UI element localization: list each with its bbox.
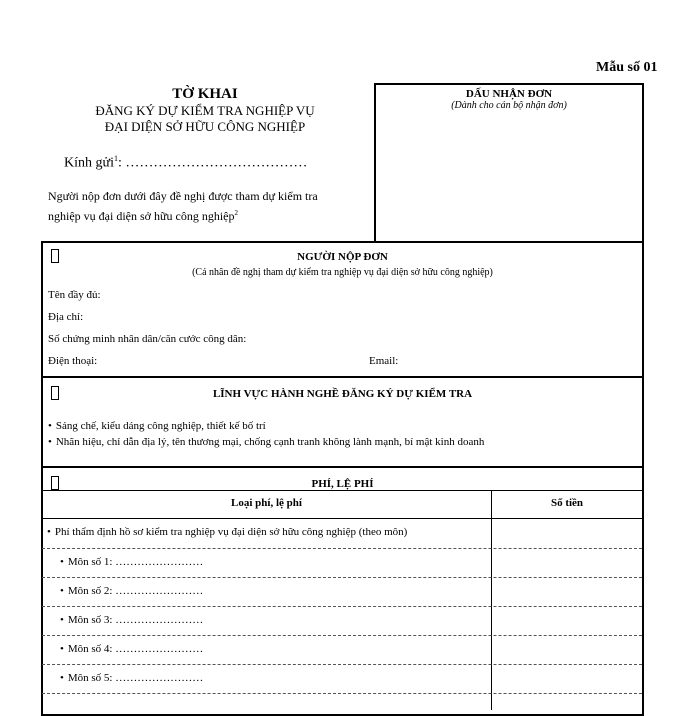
subtitle-line-1: ĐĂNG KÝ DỰ KIỂM TRA NGHIỆP VỤ xyxy=(95,103,315,118)
fee-subject-3[interactable]: • Môn số 3: …………………… xyxy=(60,614,203,626)
practice-option-patent[interactable]: • Sáng chế, kiểu dáng công nghiệp, thiết kế bố trí xyxy=(48,420,266,432)
full-name-label: Tên đầy đủ: xyxy=(48,289,101,301)
fee-subject-4[interactable]: • Môn số 4: …………………… xyxy=(60,643,203,655)
title-block xyxy=(40,86,370,135)
footnote-1-marker: 1 xyxy=(113,154,118,163)
practice-field-section xyxy=(41,376,644,468)
fee-subject-2[interactable]: • Môn số 2: …………………… xyxy=(60,585,203,597)
fee-main-item: • Phí thẩm định hồ sơ kiểm tra nghiệp vụ đại diện sở hữu công nghiệp (theo môn) xyxy=(47,526,407,538)
practice-option-trademark[interactable]: • Nhãn hiệu, chỉ dẫn địa lý, tên thương mại, chống cạnh tranh không lành mạnh, bí mật kinh doanh xyxy=(48,436,484,448)
address-label: Địa chỉ: xyxy=(48,311,84,323)
greeting-line xyxy=(64,154,307,172)
phone-label: Điện thoại: xyxy=(48,355,98,367)
footnote-2-marker: 2 xyxy=(234,209,238,217)
applicant-section xyxy=(41,241,644,378)
page-title: TỜ KHAI xyxy=(172,86,238,102)
stamp-box xyxy=(374,83,644,243)
fee-type-column-header: Loại phí, lệ phí xyxy=(231,497,302,509)
stamp-box-title: DẤU NHẬN ĐƠN xyxy=(465,88,553,100)
stamp-box-note: (Dành cho cán bộ nhận đơn) xyxy=(451,100,567,111)
fees-heading: PHÍ, LỆ PHÍ xyxy=(311,478,374,490)
subtitle-line-2: ĐẠI DIỆN SỞ HỮU CÔNG NGHIỆP xyxy=(104,119,306,134)
intro-line-2: nghiệp vụ đại diện sở hữu công nghiệp xyxy=(48,209,235,223)
greeting-label: Kính gửi xyxy=(64,155,114,171)
form-number: Mẫu số 01 xyxy=(596,60,658,75)
intro-line-1: Người nộp đơn dưới đây đề nghị được tham dự kiểm tra xyxy=(48,189,318,203)
email-label: Email: xyxy=(369,355,399,367)
intro-text xyxy=(48,188,373,225)
fee-subject-5[interactable]: • Môn số 5: …………………… xyxy=(60,672,203,684)
fee-subject-1[interactable]: • Môn số 1: …………………… xyxy=(60,556,203,568)
fee-amount-column-header: Số tiền xyxy=(550,497,584,509)
id-number-label: Số chứng minh nhân dân/căn cước công dân: xyxy=(48,333,247,345)
recipient-field[interactable]: : ………………………………… xyxy=(117,155,308,171)
practice-field-heading: LĨNH VỰC HÀNH NGHỀ ĐĂNG KÝ DỰ KIỂM TRA xyxy=(212,388,473,400)
applicant-note: (Cá nhân đề nghị tham dự kiểm tra nghiệp vụ đại diện sở hữu công nghiệp) xyxy=(192,267,493,278)
applicant-heading: NGƯỜI NỘP ĐƠN xyxy=(297,251,388,263)
